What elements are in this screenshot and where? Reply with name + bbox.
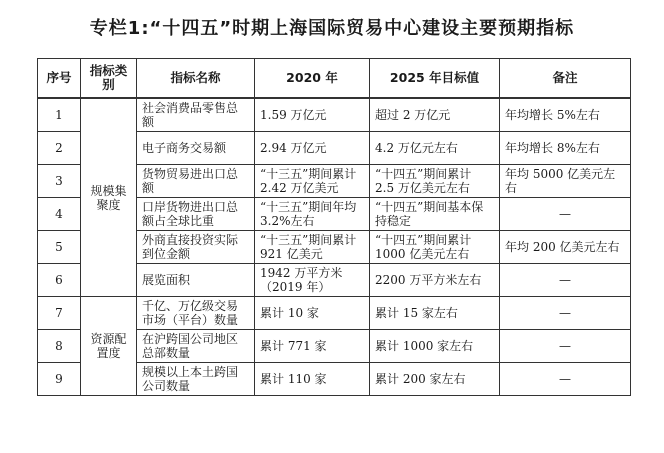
note: — xyxy=(500,297,631,330)
category-cell: 规模集聚度 xyxy=(81,98,137,297)
value-2020: 累计 10 家 xyxy=(255,297,370,330)
indicator-name: 货物贸易进出口总额 xyxy=(137,165,255,198)
note: 年均 5000 亿美元左右 xyxy=(500,165,631,198)
value-2020: “十三五”期间累计 921 亿美元 xyxy=(255,231,370,264)
value-2020: 累计 771 家 xyxy=(255,330,370,363)
target-2025: 超过 2 万亿元 xyxy=(370,98,500,132)
note: — xyxy=(500,330,631,363)
header-name: 指标名称 xyxy=(137,59,255,99)
indicator-name: 规模以上本土跨国公司数量 xyxy=(137,363,255,396)
target-2025: 2200 万平方米左右 xyxy=(370,264,500,297)
target-2025: “十四五”期间累计 2.5 万亿美元左右 xyxy=(370,165,500,198)
row-index: 4 xyxy=(38,198,81,231)
header-note: 备注 xyxy=(500,59,631,99)
note: — xyxy=(500,363,631,396)
indicator-name: 展览面积 xyxy=(137,264,255,297)
row-index: 3 xyxy=(38,165,81,198)
note: 年均增长 5%左右 xyxy=(500,98,631,132)
row-index: 6 xyxy=(38,264,81,297)
value-2020: 1.59 万亿元 xyxy=(255,98,370,132)
target-2025: 4.2 万亿元左右 xyxy=(370,132,500,165)
indicator-name: 社会消费品零售总额 xyxy=(137,98,255,132)
document-title: 专栏1:“十四五”时期上海国际贸易中心建设主要预期指标 xyxy=(89,18,575,39)
value-2020: 2.94 万亿元 xyxy=(255,132,370,165)
row-index: 8 xyxy=(38,330,81,363)
row-index: 1 xyxy=(38,98,81,132)
row-index: 2 xyxy=(38,132,81,165)
target-2025: 累计 15 家左右 xyxy=(370,297,500,330)
target-2025: “十四五”期间累计 1000 亿美元左右 xyxy=(370,231,500,264)
category-cell: 资源配置度 xyxy=(81,297,137,396)
indicator-name: 外商直接投资实际到位金额 xyxy=(137,231,255,264)
row-index: 7 xyxy=(38,297,81,330)
note: 年均 200 亿美元左右 xyxy=(500,231,631,264)
note: — xyxy=(500,198,631,231)
value-2020: 1942 万平方米（2019 年） xyxy=(255,264,370,297)
table-row xyxy=(38,98,631,132)
target-2025: “十四五”期间基本保持稳定 xyxy=(370,198,500,231)
value-2020: “十三五”期间累计 2.42 万亿美元 xyxy=(255,165,370,198)
table-row xyxy=(38,297,631,330)
value-2020: “十三五”期间年均 3.2%左右 xyxy=(255,198,370,231)
header-category: 指标类别 xyxy=(81,59,137,99)
indicator-table xyxy=(37,58,631,396)
value-2020: 累计 110 家 xyxy=(255,363,370,396)
note: — xyxy=(500,264,631,297)
header-2020: 2020 年 xyxy=(255,59,370,99)
indicator-name: 电子商务交易额 xyxy=(137,132,255,165)
header-row xyxy=(38,59,631,99)
target-2025: 累计 1000 家左右 xyxy=(370,330,500,363)
note: 年均增长 8%左右 xyxy=(500,132,631,165)
row-index: 5 xyxy=(38,231,81,264)
header-2025-target: 2025 年目标值 xyxy=(370,59,500,99)
indicator-name: 千亿、万亿级交易市场（平台）数量 xyxy=(137,297,255,330)
indicator-name: 口岸货物进出口总额占全球比重 xyxy=(137,198,255,231)
row-index: 9 xyxy=(38,363,81,396)
header-index: 序号 xyxy=(38,59,81,99)
indicator-name: 在沪跨国公司地区总部数量 xyxy=(137,330,255,363)
target-2025: 累计 200 家左右 xyxy=(370,363,500,396)
